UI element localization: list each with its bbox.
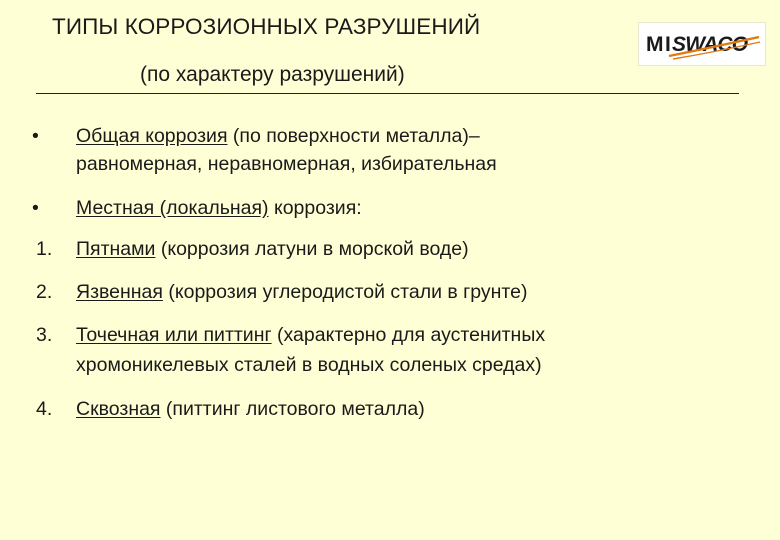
number-marker: 3. xyxy=(36,324,53,346)
item-text: (питтинг листового металла) xyxy=(160,398,425,420)
term-pitting: Точечная или питтинг xyxy=(76,324,272,346)
svg-text:I: I xyxy=(665,33,671,56)
slide-subtitle: (по характеру разрушений) xyxy=(140,63,405,86)
term-ulcer: Язвенная xyxy=(76,281,163,303)
bullet-text: коррозия: xyxy=(268,197,362,219)
term-spots: Пятнами xyxy=(76,238,156,260)
number-marker: 2. xyxy=(36,281,53,303)
svg-text:SWACO: SWACO xyxy=(672,33,748,56)
item-text: (коррозия углеродистой стали в грунте) xyxy=(162,281,528,303)
bullet-text: (по поверхности металла)– xyxy=(227,125,480,147)
slide-title: ТИПЫ КОРРОЗИОННЫХ РАЗРУШЕНИЙ xyxy=(52,14,481,39)
title-divider xyxy=(36,93,739,94)
term-through: Сквозная xyxy=(76,398,161,420)
bullet-marker: • xyxy=(32,197,39,219)
number-marker: 1. xyxy=(36,238,53,260)
item-text: (характерно для аустенитных xyxy=(271,324,546,346)
term-general-corrosion: Общая коррозия xyxy=(76,125,228,147)
svg-text:M: M xyxy=(646,33,663,56)
number-marker: 4. xyxy=(36,398,53,420)
item-text: (коррозия латуни в морской воде) xyxy=(155,238,469,260)
miswaco-logo xyxy=(638,22,766,66)
bullet-marker: • xyxy=(32,125,39,147)
term-local-corrosion: Местная (локальная) xyxy=(76,197,269,219)
